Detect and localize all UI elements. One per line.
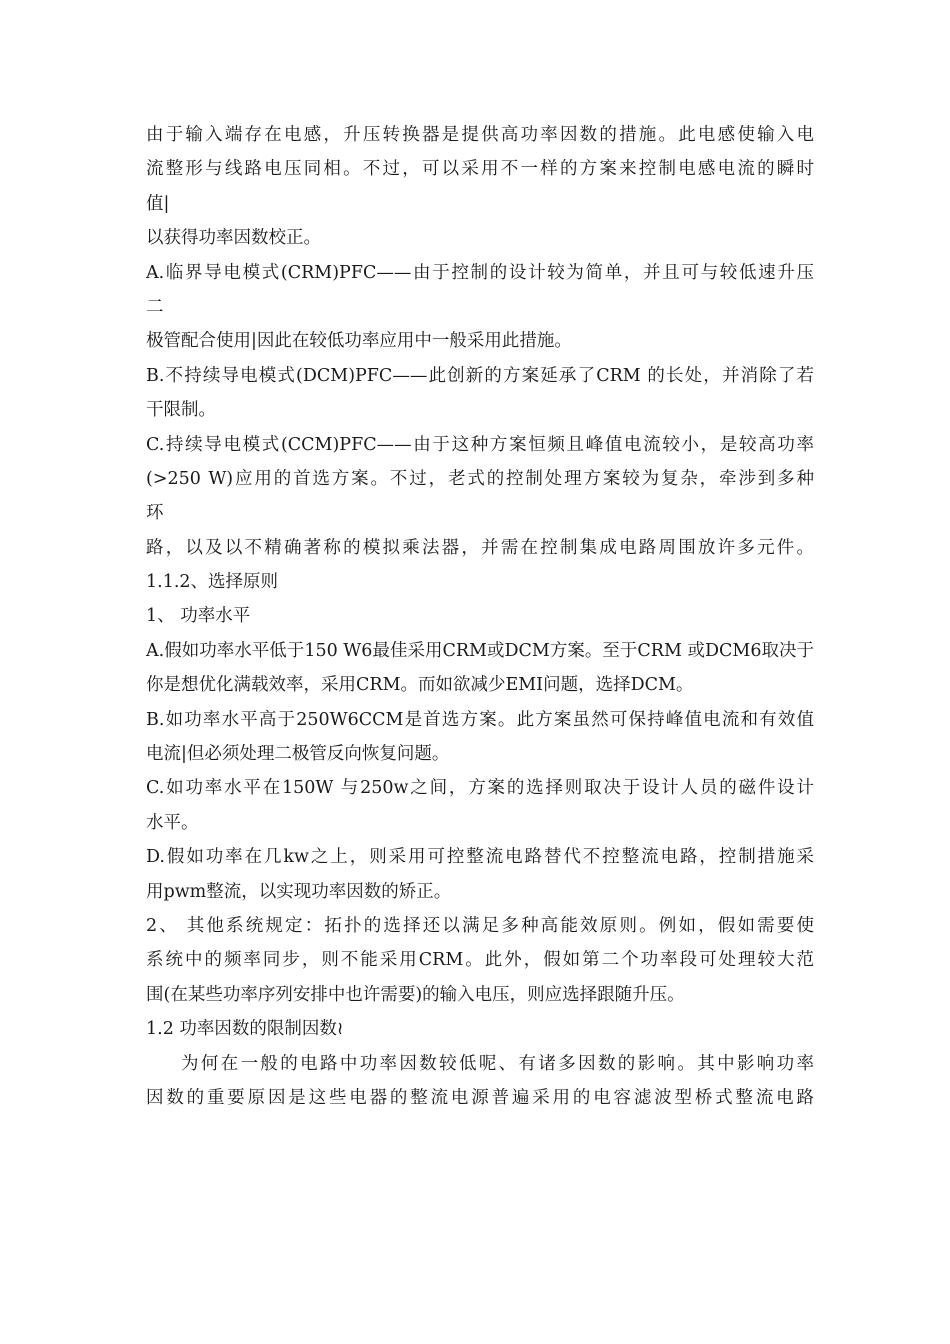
text-line: (>250 W)应用的首选方案。不过，老式的控制处理方案较为复杂，牵涉到多种 [146,468,814,489]
text-line: 环 [146,503,164,524]
text-line: 系统中的频率同步，则不能采用CRM。此外，假如第二个功率段可处理较大范 [146,950,814,971]
document-page [146,118,814,1115]
text-line: 路，以及以不精确著称的模拟乘法器，并需在控制集成电路周围放许多元件。 [146,537,814,558]
text-line: 1.2 功率因数的限制因数≀ [146,1019,344,1040]
text-line: 水平。 [146,812,199,833]
text-line: 1、 功率水平 [146,606,251,627]
text-line: 你是想优化满载效率，采用CRM。而如欲减少EMI问题，选择DCM。 [146,675,694,696]
text-line: 干限制。 [146,400,216,421]
text-line: 因数的重要原因是这些电器的整流电源普遍采用的电容滤波型桥式整流电路 [146,1087,814,1108]
text-line: 以获得功率因数校正。 [146,228,321,249]
text-line: 用pwm整流，以实现功率因数的矫正。 [146,881,452,902]
text-line: 电流|但必须处理二极管反向恢复问题。 [146,744,450,765]
text-line: 值| [146,193,170,214]
text-line: A.假如功率水平低于150 W6最佳采用CRM或DCM方案。至于CRM 或DCM6取决于 [146,640,814,661]
text-line: 二 [146,296,164,317]
text-line: 围(在某些功率序列安排中也许需要)的输入电压，则应选择跟随升压。 [146,984,685,1005]
text-line: A.临界导电模式(CRM)PFC——由于控制的设计较为简单，并且可与较低速升压 [146,262,814,283]
text-line: C.如功率水平在150W 与250w之间，方案的选择则取决于设计人员的磁件设计 [146,778,814,799]
text-line: 为何在一般的电路中功率因数较低呢、有诸多因数的影响。其中影响功率 [181,1053,814,1074]
text-line: 流整形与线路电压同相。不过，可以采用不一样的方案来控制电感电流的瞬时 [146,159,814,180]
text-line: C.持续导电模式(CCM)PFC——由于这种方案恒频且峰值电流较小，是较高功率 [146,434,814,455]
text-line: B.不持续导电模式(DCM)PFC——此创新的方案延承了CRM 的长处，并消除了若 [146,365,814,386]
text-line: 1.1.2、选择原则 [146,572,279,593]
text-line: 极管配合使用|因此在较低功率应用中一般采用此措施。 [146,331,572,352]
text-line: 由于输入端存在电感，升压转换器是提供高功率因数的措施。此电感使输入电 [146,125,814,145]
text-line: D.假如功率在几kw之上，则采用可控整流电路替代不控整流电路，控制措施采 [146,847,814,868]
text-line: 2、 其他系统规定：拓扑的选择还以满足多种高能效原则。例如，假如需要使 [146,915,814,936]
text-line: B.如功率水平高于250W6CCM是首选方案。此方案虽然可保持峰值电流和有效值 [146,709,814,730]
